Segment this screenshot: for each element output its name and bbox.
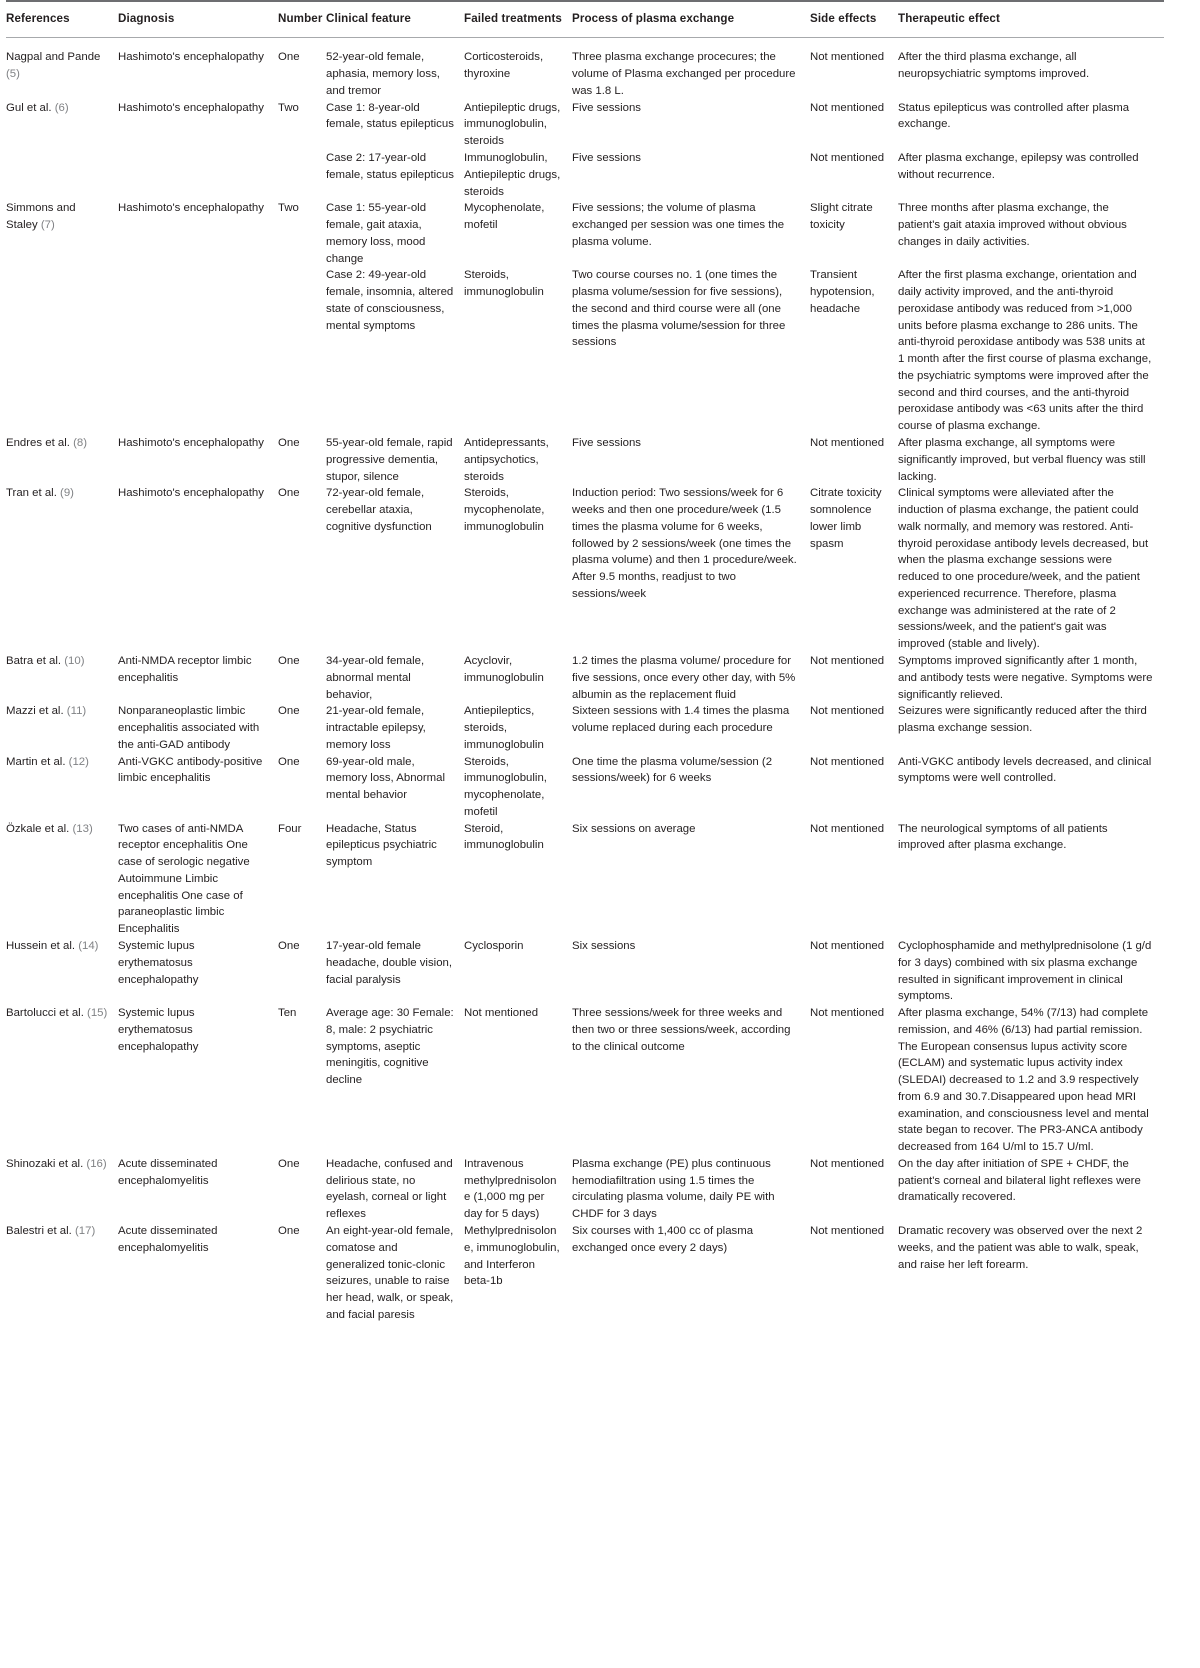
- diagnosis-cell: Hashimoto's encephalopathy: [118, 437, 264, 450]
- reference-citation-number[interactable]: (15): [87, 1007, 108, 1020]
- process-cell: Five sessions: [572, 101, 642, 114]
- therapeutic-effect-cell: Cyclophosphamide and methylprednisolone (1 g/d for 3 days) combined with six plasma exchange resulted in significant improvement in clinical symptoms.: [898, 939, 1152, 1003]
- clinical-feature-cell: 21-year-old female, intractable epilepsy, memory loss: [326, 705, 426, 751]
- table-row: [6, 49, 1164, 99]
- diagnosis-cell: Systemic lupus erythematosus encephalopathy: [118, 939, 199, 986]
- process-cell: 1.2 times the plasma volume/ procedure for five sessions, once every other day, with 5% albumin as the replacement fluid: [572, 654, 796, 701]
- number-cell: Ten: [278, 1007, 297, 1020]
- table-row: [6, 200, 1164, 267]
- table-row: [6, 754, 1164, 821]
- reference-name: Tran et al.: [6, 487, 61, 500]
- reference-cell: [6, 150, 118, 200]
- side-effects-cell: Not mentioned: [810, 51, 885, 64]
- number-cell: One: [278, 705, 300, 718]
- column-header-failed-treatments: [464, 2, 572, 38]
- failed-treatments-cell: Antiepileptic drugs, immunoglobulin, steroids: [464, 101, 561, 148]
- failed-treatments-cell: Steroids, mycophenolate, immunoglobulin: [464, 487, 545, 533]
- table-row: [6, 150, 1164, 200]
- failed-treatments-cell: Acyclovir, immunoglobulin: [464, 654, 544, 684]
- side-effects-cell: Not mentioned: [810, 152, 885, 164]
- column-header-diagnosis: Diagnosis: [118, 2, 278, 38]
- diagnosis-cell: Hashimoto's encephalopathy: [118, 51, 264, 64]
- reference-cell: [6, 1223, 118, 1324]
- number-cell: One: [278, 51, 300, 64]
- process-cell: Six sessions on average: [572, 822, 696, 835]
- number-cell: [278, 267, 326, 435]
- table-row: [6, 703, 1164, 753]
- table-row: [6, 1223, 1164, 1324]
- therapeutic-effect-cell: Symptoms improved significantly after 1 month, and antibody tests were negative. Symptoms were significantly relieved.: [898, 654, 1153, 701]
- number-cell: One: [278, 487, 300, 500]
- reference-name: Simmons and Staley: [6, 202, 76, 232]
- table-row: [6, 821, 1164, 938]
- therapeutic-effect-cell: After plasma exchange, 54% (7/13) had complete remission, and 46% (6/13) had partial remission. The European consensus lupus activity score (ECLAM) and systematic lupus activity index (SLEDAI) decreased to 1.2 and 3.9 respectively from 6.9 and 30.7.Disappeared upon head MRI examination, and consciousness level and mental state began to recover. The PR3-ANCA antibody decreased from 164 U/ml to 15.7 U/ml.: [898, 1007, 1149, 1154]
- therapeutic-effect-cell: Seizures were significantly reduced after the third plasma exchange session.: [898, 705, 1147, 735]
- clinical-feature-cell: 34-year-old female, abnormal mental behavior,: [326, 654, 425, 701]
- reference-citation-number[interactable]: (6): [54, 101, 69, 114]
- table-header: [6, 1, 1164, 38]
- side-effects-cell: Not mentioned: [810, 939, 885, 952]
- table-body: [6, 38, 1164, 1324]
- reference-citation-number[interactable]: (9): [60, 487, 74, 500]
- number-cell: One: [278, 437, 300, 450]
- failed-treatments-cell: Cyclosporin: [464, 939, 524, 952]
- reference-citation-number[interactable]: (13): [72, 822, 93, 835]
- process-cell: Three plasma exchange procecures; the volume of Plasma exchanged per procedure was 1.8 L.: [572, 51, 796, 97]
- failed-treatments-cell: Corticosteroids, thyroxine: [464, 51, 544, 81]
- reference-cell: [6, 435, 118, 485]
- number-cell: One: [278, 939, 300, 952]
- table-row: [6, 1156, 1164, 1223]
- process-cell: Two course courses no. 1 (one times the plasma volume/session for five sessions), the second and third course were all (one times the plasma volume/session for three sessions: [572, 269, 786, 349]
- table-row: [6, 938, 1164, 1005]
- clinical-feature-cell: Case 2: 17-year-old female, status epilepticus: [326, 152, 454, 181]
- column-header-process: Process of plasma exchange: [572, 2, 810, 38]
- column-header-clinical-feature: Clinical feature: [326, 2, 464, 38]
- process-cell: Three sessions/week for three weeks and then two or three sessions/week, according to the clinical outcome: [572, 1007, 791, 1053]
- table-row: [6, 435, 1164, 485]
- process-cell: Six sessions: [572, 939, 636, 952]
- plasma-exchange-cases-table: [6, 0, 1164, 1324]
- number-cell: One: [278, 1225, 300, 1237]
- column-header-side-effects: Side effects: [810, 2, 898, 38]
- reference-citation-number[interactable]: (11): [66, 705, 87, 718]
- reference-citation-number[interactable]: (14): [78, 939, 99, 952]
- diagnosis-cell: Acute disseminated encephalomyelitis: [118, 1157, 218, 1187]
- table-row: [6, 100, 1164, 150]
- failed-treatments-cell: Not mentioned: [464, 1007, 539, 1020]
- diagnosis-cell: Systemic lupus erythematosus encephalopathy: [118, 1007, 199, 1053]
- diagnosis-cell: Acute disseminated encephalomyelitis: [118, 1225, 218, 1254]
- side-effects-cell: Slight citrate toxicity: [810, 202, 873, 232]
- failed-treatments-cell: Steroids, immunoglobulin, mycophenolate, mofetil: [464, 755, 547, 818]
- side-effects-cell: Not mentioned: [810, 1007, 885, 1020]
- failed-treatments-cell: Steroid, immunoglobulin: [464, 822, 544, 852]
- reference-cell: [6, 1156, 118, 1223]
- side-effects-cell: Not mentioned: [810, 437, 885, 450]
- column-header-therapeutic-effect: Therapeutic effect: [898, 2, 1164, 38]
- clinical-feature-cell: An eight-year-old female, comatose and generalized tonic-clonic seizures, unable to raise her head, walk, or speak, and facial paresis: [326, 1225, 454, 1321]
- clinical-feature-cell: 52-year-old female, aphasia, memory loss, and tremor: [326, 51, 440, 97]
- clinical-feature-cell: Case 2: 49-year-old female, insomnia, altered state of consciousness, mental symptoms: [326, 269, 454, 332]
- number-cell: Two: [278, 101, 299, 114]
- reference-name: Nagpal and Pande: [6, 51, 101, 64]
- failed-treatments-cell: Steroids, immunoglobulin: [464, 269, 544, 299]
- table-row: [6, 653, 1164, 703]
- process-cell: Six courses with 1,400 cc of plasma exchanged once every 2 days): [572, 1225, 754, 1254]
- reference-cell: [6, 821, 118, 938]
- process-cell: Plasma exchange (PE) plus continuous hemodiafiltration using 1.5 times the circulating plasma volume, daily PE with CHDF for 3 days: [572, 1157, 775, 1221]
- failed-treatments-cell: Methylprednisolone, immunoglobulin, and Interferon beta-1b: [464, 1225, 560, 1288]
- diagnosis-cell: Anti-NMDA receptor limbic encephalitis: [118, 654, 252, 684]
- table-top-spacer: [6, 38, 1164, 50]
- therapeutic-effect-cell: Status epilepticus was controlled after plasma exchange.: [898, 101, 1130, 131]
- therapeutic-effect-cell: After plasma exchange, all symptoms were significantly improved, but verbal fluency was still lacking.: [898, 437, 1146, 483]
- reference-name: Bartolucci et al.: [6, 1007, 88, 1020]
- reference-citation-number[interactable]: (17): [75, 1225, 96, 1237]
- diagnosis-cell: Hashimoto's encephalopathy: [118, 101, 264, 114]
- table-row: [6, 267, 1164, 435]
- diagnosis-cell: Hashimoto's encephalopathy: [118, 202, 264, 215]
- clinical-feature-cell: Headache, Status epilepticus psychiatric symptom: [326, 822, 437, 869]
- process-cell: Five sessions; the volume of plasma exchanged per session was one times the plasma volume.: [572, 202, 785, 248]
- clinical-feature-cell: Average age: 30 Female: 8, male: 2 psychiatric symptoms, aseptic meningitis, cognitive decline: [326, 1007, 454, 1087]
- side-effects-cell: Not mentioned: [810, 755, 885, 768]
- reference-citation-number[interactable]: (8): [73, 437, 88, 450]
- clinical-feature-cell: Case 1: 8-year-old female, status epilepticus: [326, 101, 454, 131]
- diagnosis-cell: Nonparaneoplastic limbic encephalitis associated with the anti-GAD antibody: [118, 705, 260, 751]
- failed-treatments-cell: Immunoglobulin, Antiepileptic drugs, steroids: [464, 152, 561, 198]
- process-cell: Five sessions: [572, 437, 642, 450]
- reference-name: Özkale et al.: [6, 822, 73, 835]
- reference-citation-number[interactable]: (5): [6, 68, 20, 81]
- reference-name: Hussein et al.: [6, 939, 79, 952]
- side-effects-cell: Citrate toxicity somnolence lower limb spasm: [810, 487, 882, 550]
- process-cell: Induction period: Two sessions/week for 6 weeks and then one procedure/week (1.5 times the plasma volume for 6 weeks, followed by 2 sessions/week (one times the plasma volume) and then 1 procedure/week. After 9.5 months, readjust to two sessions/week: [572, 487, 797, 600]
- side-effects-cell: Not mentioned: [810, 1157, 885, 1170]
- reference-name: Balestri et al.: [6, 1225, 76, 1237]
- clinical-feature-cell: Headache, confused and delirious state, no eyelash, corneal or light reflexes: [326, 1157, 453, 1221]
- diagnosis-cell: Hashimoto's encephalopathy: [118, 487, 264, 500]
- header-row: [6, 2, 1164, 38]
- reference-cell: [6, 1005, 118, 1156]
- number-cell: Two: [278, 202, 299, 215]
- table-row: [6, 485, 1164, 653]
- number-cell: One: [278, 1157, 300, 1170]
- failed-treatments-cell: Antiepileptics, steroids, immunoglobulin: [464, 705, 544, 751]
- diagnosis-cell: Two cases of anti-NMDA receptor encephalitis One case of serologic negative Autoimmune Limbic encephalitis One case of paraneoplastic limbic Encephalitis: [118, 822, 250, 936]
- therapeutic-effect-cell: Anti-VGKC antibody levels decreased, and clinical symptoms were well controlled.: [898, 755, 1152, 785]
- reference-citation-number[interactable]: (16): [86, 1157, 107, 1170]
- side-effects-cell: Not mentioned: [810, 101, 885, 114]
- reference-name: Endres et al.: [6, 437, 74, 450]
- therapeutic-effect-cell: The neurological symptoms of all patients improved after plasma exchange.: [898, 822, 1108, 852]
- reference-citation-number[interactable]: (7): [40, 219, 55, 232]
- clinical-feature-cell: 17-year-old female headache, double vision, facial paralysis: [326, 939, 453, 986]
- diagnosis-cell: Anti-VGKC antibody-positive limbic encephalitis: [118, 755, 263, 785]
- reference-name: Batra et al.: [6, 654, 65, 667]
- reference-cell: [6, 200, 118, 267]
- failed-treatments-line-1: Failed: [464, 12, 499, 25]
- therapeutic-effect-cell: After the first plasma exchange, orientation and daily activity improved, and the anti-thyroid peroxidase antibody was reduced from >1,000 units before plasma exchange to 286 units. The anti-thyroid peroxidase antibody was 538 units at 1 month after the first course of plasma exchange, the psychiatric symptoms were improved after the second and third courses, and the anti-thyroid peroxidase antibody was <63 units after the third course of plasma exchange.: [898, 269, 1152, 433]
- reference-citation-number[interactable]: (10): [64, 654, 85, 667]
- side-effects-cell: Transient hypotension, headache: [810, 269, 875, 315]
- reference-cell: [6, 100, 118, 150]
- therapeutic-effect-cell: Clinical symptoms were alleviated after the induction of plasma exchange, the patient could walk normally, and memory was restored. Anti-thyroid peroxidase antibody levels decreased, but when the plasma exchange sessions were reduced to one procedure/week, and the patient experienced recurrence. Therefore, plasma exchange was administered at the rate of 2 sessions/week, and the patient's gait was improved (stable and lively).: [898, 487, 1149, 651]
- therapeutic-effect-cell: On the day after initiation of SPE + CHDF, the patient's corneal and bilateral light reflexes were dramatically recovered.: [898, 1157, 1141, 1204]
- failed-treatments-line-2: treatments: [501, 12, 562, 25]
- process-cell: Sixteen sessions with 1.4 times the plasma volume replaced during each procedure: [572, 705, 790, 735]
- reference-name: Mazzi et al.: [6, 705, 67, 718]
- reference-cell: [6, 703, 118, 753]
- diagnosis-cell: [118, 267, 278, 435]
- reference-citation-number[interactable]: (12): [68, 755, 89, 768]
- diagnosis-cell: [118, 150, 278, 200]
- clinical-feature-cell: 69-year-old male, memory loss, Abnormal mental behavior: [326, 755, 446, 802]
- reference-name: Gul et al.: [6, 101, 55, 114]
- therapeutic-effect-cell: Dramatic recovery was observed over the next 2 weeks, and the patient was able to walk, speak, and raise her left forearm.: [898, 1225, 1143, 1271]
- side-effects-cell: Not mentioned: [810, 822, 885, 835]
- therapeutic-effect-cell: After plasma exchange, epilepsy was controlled without recurrence.: [898, 152, 1139, 181]
- reference-cell: [6, 754, 118, 821]
- reference-cell: [6, 938, 118, 1005]
- side-effects-cell: Not mentioned: [810, 654, 885, 667]
- clinical-feature-cell: Case 1: 55-year-old female, gait ataxia, memory loss, mood change: [326, 202, 427, 265]
- therapeutic-effect-cell: Three months after plasma exchange, the patient's gait ataxia improved without obvious changes in daily activities.: [898, 202, 1127, 248]
- number-cell: One: [278, 755, 300, 768]
- side-effects-cell: Not mentioned: [810, 1225, 885, 1237]
- reference-name: Martin et al.: [6, 755, 69, 768]
- process-cell: Five sessions: [572, 152, 642, 164]
- failed-treatments-cell: Intravenous methylprednisolone (1,000 mg per day for 5 days): [464, 1157, 557, 1221]
- reference-cell: [6, 267, 118, 435]
- process-cell: One time the plasma volume/session (2 sessions/week) for 6 weeks: [572, 755, 773, 785]
- failed-treatments-cell: Antidepressants, antipsychotics, steroids: [464, 437, 549, 483]
- therapeutic-effect-cell: After the third plasma exchange, all neuropsychiatric symptoms improved.: [898, 51, 1090, 81]
- number-cell: [278, 150, 326, 200]
- number-cell: Four: [278, 822, 302, 835]
- column-header-references: References: [6, 2, 118, 38]
- side-effects-cell: Not mentioned: [810, 705, 885, 718]
- reference-cell: [6, 49, 118, 99]
- number-cell: One: [278, 654, 300, 667]
- failed-treatments-cell: Mycophenolate, mofetil: [464, 202, 545, 232]
- column-header-number: Number: [278, 2, 326, 38]
- clinical-feature-cell: 72-year-old female, cerebellar ataxia, cognitive dysfunction: [326, 487, 432, 533]
- table-row: [6, 1005, 1164, 1156]
- reference-cell: [6, 653, 118, 703]
- clinical-feature-cell: 55-year-old female, rapid progressive dementia, stupor, silence: [326, 437, 453, 483]
- reference-name: Shinozaki et al.: [6, 1157, 87, 1170]
- reference-cell: [6, 485, 118, 653]
